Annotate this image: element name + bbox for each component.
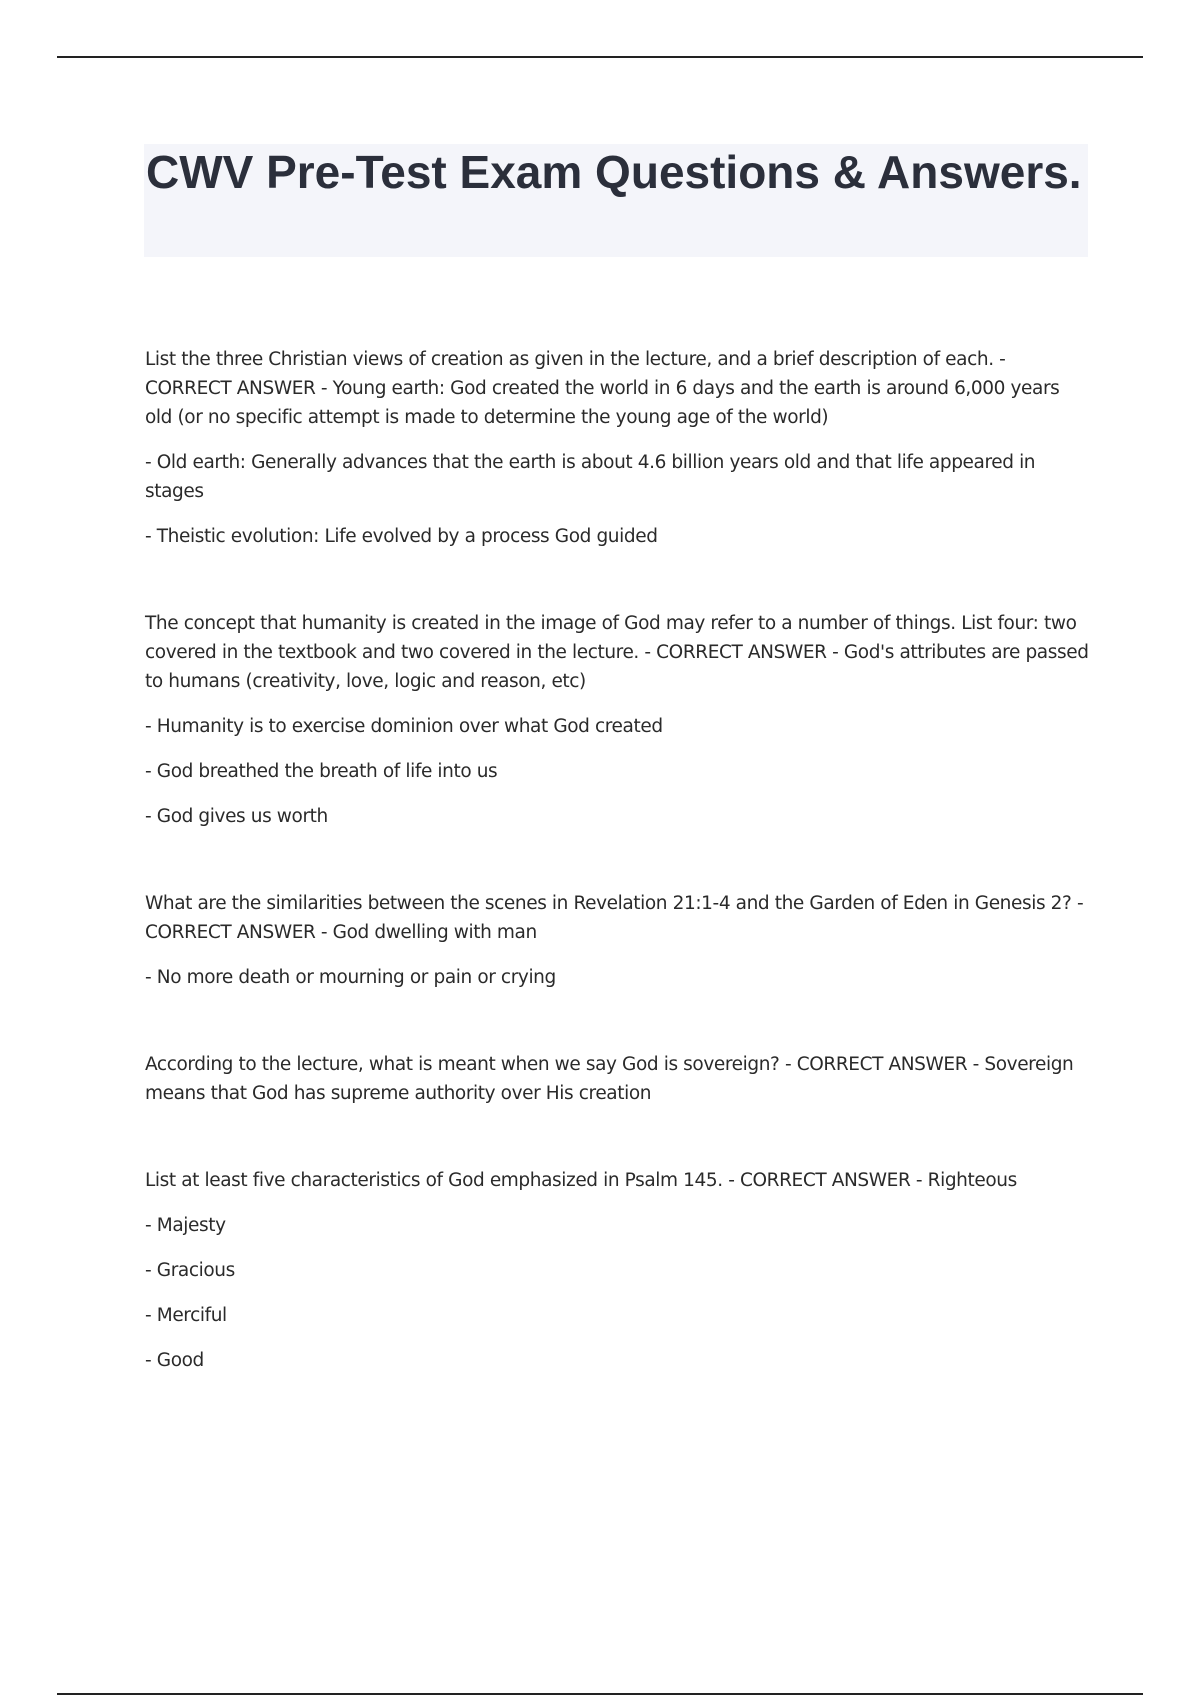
document-body — [145, 345, 1089, 1433]
answer-line: - No more death or mourning or pain or crying — [145, 967, 556, 988]
top-divider — [57, 56, 1143, 58]
answer-line: - Good — [145, 1350, 204, 1371]
answer-line: - Humanity is to exercise dominion over what God created — [145, 716, 663, 737]
question-answer-text: What are the similarities between the scenes in Revelation 21:1-4 and the Garden of Eden in Genesis 2? - CORRECT ANSWER - God dwelling with man — [145, 893, 1084, 943]
question-answer-text: According to the lecture, what is meant when we say God is sovereign? - CORRECT ANSWER - Sovereign means that God has supreme authority over His creation — [145, 1054, 1074, 1104]
document-title: CWV Pre-Test Exam Questions & Answers. — [146, 146, 1082, 198]
answer-line: - Merciful — [145, 1305, 227, 1326]
question-answer-text: List the three Christian views of creation as given in the lecture, and a brief description of each. - CORRECT ANSWER - Young earth: God created the world in 6 days and the earth is around 6,000 years old (or no specific attempt is made to determine the young age of the world) — [145, 349, 1060, 428]
qa-item — [145, 345, 1089, 551]
qa-item — [145, 609, 1089, 831]
qa-item — [145, 1050, 1089, 1108]
qa-item — [145, 1166, 1089, 1375]
qa-item — [145, 889, 1089, 992]
answer-line: - Old earth: Generally advances that the earth is about 4.6 billion years old and that life appeared in stages — [145, 452, 1036, 502]
question-answer-text: List at least five characteristics of God emphasized in Psalm 145. - CORRECT ANSWER - Righteous — [145, 1170, 1017, 1191]
title-banner — [144, 144, 1088, 257]
bottom-divider — [57, 1693, 1143, 1695]
answer-line: - Majesty — [145, 1215, 226, 1236]
question-answer-text: The concept that humanity is created in the image of God may refer to a number of things. List four: two covered in the textbook and two covered in the lecture. - CORRECT ANSWER - God's attributes are passed to humans (creativity, love, logic and reason, etc) — [145, 613, 1089, 692]
answer-line: - God gives us worth — [145, 806, 328, 827]
answer-line: - God breathed the breath of life into us — [145, 761, 498, 782]
answer-line: - Gracious — [145, 1260, 235, 1281]
answer-line: - Theistic evolution: Life evolved by a process God guided — [145, 526, 658, 547]
